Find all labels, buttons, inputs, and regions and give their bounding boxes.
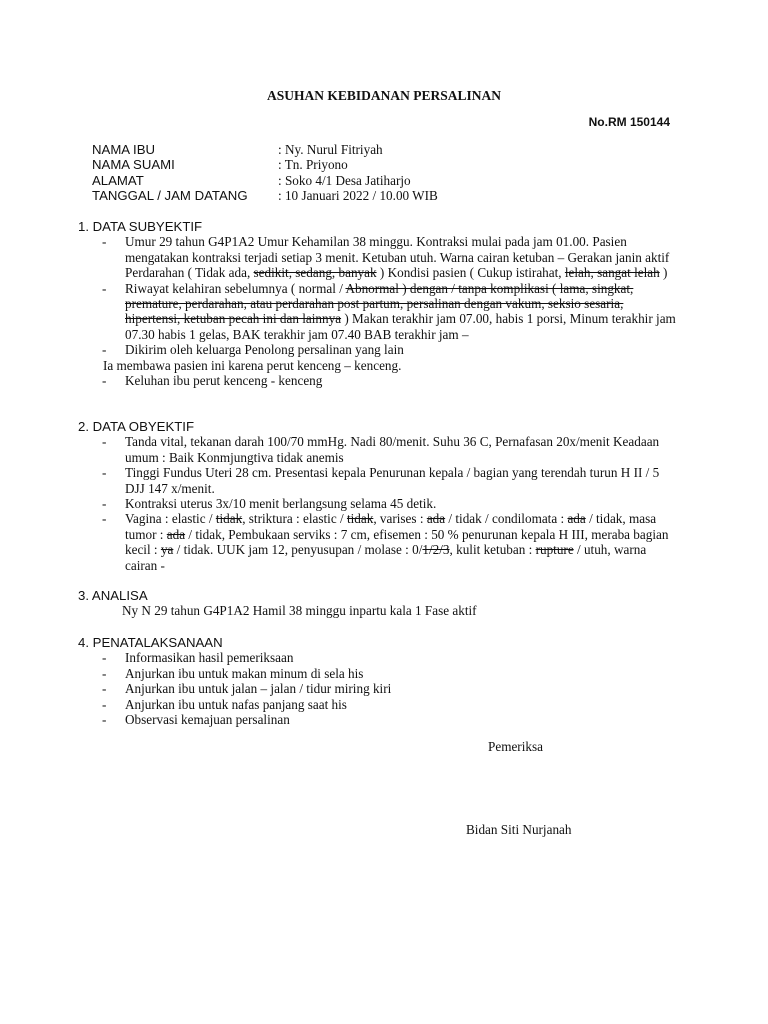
item-text: Anjurkan ibu untuk makan minum di sela his: [125, 665, 364, 681]
item-text: , kulit ketuban :: [449, 542, 536, 558]
item-text: Vagina : elastic /: [125, 511, 216, 527]
bullet-dash: -: [102, 373, 107, 389]
bullet-dash: -: [102, 696, 107, 712]
identity-row-tanggal: [92, 188, 438, 203]
item-text: Dikirim oleh keluarga Penolong persalinan yang lain: [125, 342, 404, 358]
struck-text: Abnormal ) dengan / tanpa komplikasi ( lama, singkat, premature, perdarahan, atau perdarahan post partum, persalinan dengan vakum, seksio sesaria, hipertensi, ketuban pecah ini dan lainnya: [125, 280, 634, 327]
list-item: [78, 234, 678, 280]
item-text: ) Makan terakhir jam 07.00, habis 1 porsi, Minum terakhir jam 07.30 habis 1 gelas, BAK terakhir jam 07.40 BAB terakhir jam –: [125, 311, 676, 342]
identity-label: TANGGAL / JAM DATANG: [92, 188, 248, 204]
list-item: [78, 712, 678, 727]
identity-value: : Tn. Priyono: [278, 157, 348, 173]
item-text: Informasikan hasil pemeriksaan: [125, 650, 294, 666]
item-text: , striktura : elastic /: [242, 511, 347, 527]
item-text: Kontraksi uterus 3x/10 menit berlangsung selama 45 detik.: [125, 496, 437, 512]
identity-label: NAMA SUAMI: [92, 157, 175, 173]
struck-text: sedikit, sedang, banyak: [253, 265, 377, 281]
item-text: Ia membawa pasien ini karena perut kenceng – kenceng.: [103, 357, 402, 373]
item-text: / tidak, masa tumor :: [125, 511, 657, 542]
item-text: Keluhan ibu perut kenceng - kenceng: [125, 373, 323, 389]
item-text: Observasi kemajuan persalinan: [125, 712, 290, 728]
struck-text: ada: [426, 511, 446, 527]
section-heading: 1. DATA SUBYEKTIF: [78, 219, 203, 234]
struck-text: lelah, sangat lelah: [564, 265, 660, 281]
section-heading: 2. DATA OBYEKTIF: [78, 419, 195, 434]
item-text: Anjurkan ibu untuk nafas panjang saat his: [125, 696, 347, 712]
list-item: [78, 681, 678, 696]
item-text: / tidak, Pembukaan serviks : 7 cm, efisemen : 50 % penurunan kepala H III, meraba bagian kecil :: [125, 526, 669, 558]
item-text: Umur 29 tahun G4P1A2 Umur Kehamilan 38 minggu. Kontraksi mulai pada jam 01.00. Pasien mengatakan kontraksi terjadi setiap 3 menit. Ketuban utuh. Warna cairan ketuban – Gerakan janin aktif Perdarahan ( Tidak ada,: [125, 234, 670, 281]
struck-text: ada: [567, 511, 586, 527]
list-item: [78, 697, 678, 712]
bullet-dash: -: [102, 650, 107, 666]
list-item: [78, 281, 678, 343]
bullet-dash: -: [102, 342, 107, 358]
identity-value: : Ny. Nurul Fitriyah: [278, 142, 383, 157]
identity-value: : Soko 4/1 Desa Jatiharjo: [278, 172, 411, 188]
signature-role: Pemeriksa: [488, 739, 543, 754]
item-text: Tinggi Fundus Uteri 28 cm. Presentasi kepala Penurunan kepala / bagian yang terendah turun H II / 5 DJJ 147 x/menit.: [125, 465, 660, 496]
list-item: [78, 496, 678, 511]
list-item: [78, 666, 678, 681]
item-text: Anjurkan ibu untuk jalan – jalan / tidur miring kiri: [125, 681, 392, 697]
section-heading: 4. PENATALAKSANAAN: [78, 635, 223, 650]
item-text: , varises :: [373, 511, 427, 527]
struck-text: 1/2/3: [422, 542, 450, 558]
bullet-dash: -: [102, 434, 107, 450]
list-item: [78, 465, 678, 496]
identity-row-nama-suami: [92, 157, 438, 172]
struck-text: ya: [160, 542, 174, 558]
bullet-dash: -: [102, 234, 107, 250]
item-text: / utuh, warna cairan -: [125, 542, 647, 573]
bullet-dash: -: [102, 681, 107, 697]
document-title: ASUHAN KEBIDANAN PERSALINAN: [266, 88, 502, 103]
bullet-dash: -: [102, 712, 107, 728]
item-text: ) Kondisi pasien ( Cukup istirahat,: [376, 265, 565, 281]
analisa-text: Ny N 29 tahun G4P1A2 Hamil 38 minggu inpartu kala 1 Fase aktif: [122, 603, 477, 619]
item-text: Tanda vital, tekanan darah 100/70 mmHg. Nadi 80/menit. Suhu 36 C, Pernafasan 20x/menit Keadaan umum : Baik Konmjungtiva tidak anemis: [125, 434, 660, 465]
section-penatalaksanaan: [78, 635, 678, 727]
section-data-subyektif: [78, 219, 678, 388]
bullet-dash: -: [102, 511, 107, 527]
section-data-obyektif: [78, 419, 678, 573]
identity-label: ALAMAT: [92, 172, 144, 188]
item-text: / tidak. UUK jam 12, penyusupan / molase : 0/: [173, 542, 423, 558]
signature-name: Bidan Siti Nurjanah: [466, 822, 572, 837]
bullet-dash: -: [102, 665, 107, 681]
item-text: Riwayat kelahiran sebelumnya ( normal /: [125, 280, 346, 296]
identity-row-alamat: [92, 173, 438, 188]
item-text: ): [659, 265, 668, 281]
bullet-dash: -: [102, 496, 107, 512]
list-item: [78, 511, 678, 573]
record-number: No.RM 150144: [588, 115, 670, 129]
bullet-dash: -: [102, 465, 107, 481]
item-text: / tidak / condilomata :: [445, 511, 568, 527]
identity-value: : 10 Januari 2022 / 10.00 WIB: [278, 188, 438, 204]
list-item: [78, 650, 678, 665]
list-item: [78, 373, 678, 388]
list-item: [78, 342, 678, 373]
struck-text: ada: [166, 526, 186, 542]
bullet-dash: -: [102, 280, 107, 296]
list-item: [78, 434, 678, 465]
struck-text: tidak: [215, 511, 243, 527]
patient-identity: [92, 142, 438, 204]
struck-text: tidak: [346, 511, 374, 527]
section-analisa: [78, 588, 678, 619]
identity-row-nama-ibu: [92, 142, 438, 157]
identity-label: NAMA IBU: [92, 142, 156, 157]
struck-text: rupture: [535, 542, 574, 558]
section-heading: 3. ANALISA: [78, 588, 148, 603]
